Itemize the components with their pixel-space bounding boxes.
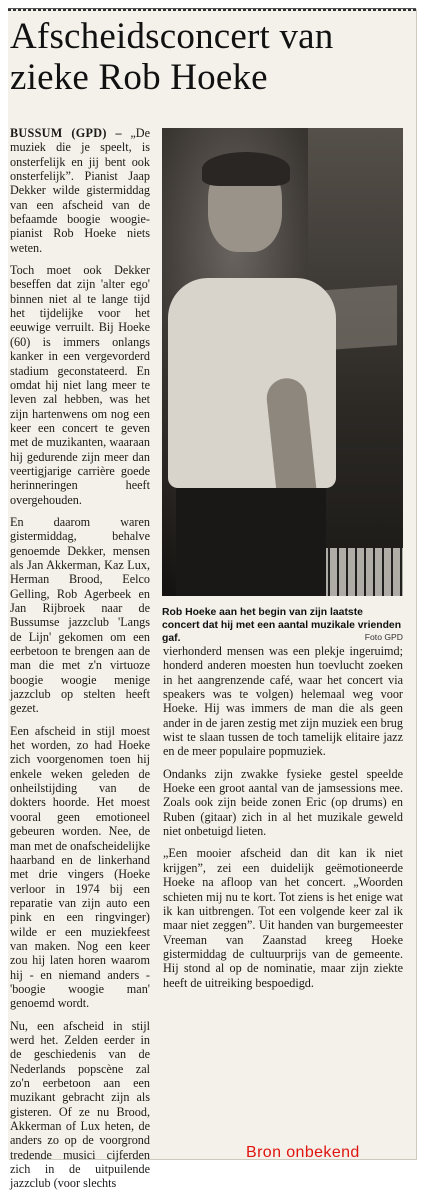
article-paragraph: BUSSUM (GPD) – „De muziek die je speelt, is onsterfelijk en jij bent ook onsterfelijk”. Pianist Jaap Dekker wilde gistermiddag van een afscheid van de befaamde boogie woogie-pianist Rob Hoeke niets weten. <box>10 126 150 255</box>
article-paragraph: Ondanks zijn zwakke fysieke gestel speelde Hoeke een groot aantal van de jamsessions mee. Zoals ook zijn beide zonen Eric (op drums) en Ruben (gitaar) zich in al het muzikale geweld niet onbetuigd lieten. <box>163 766 403 839</box>
headline: Afscheidsconcert van zieke Rob Hoeke <box>10 16 334 98</box>
article-paragraph: Nu, een afscheid in stijl werd het. Zelden eerder in de geschiedenis van de Nederlands popscène zal zo'n eerbetoon aan een muzikant gebracht zijn als gisteren. Of ze nu Brood, Akkerman of Lux heten, de anders zo op de voorgrond tredende musici cijferden zich in de uitpuilende jazzclub (voor slechts <box>10 1018 150 1191</box>
photo-caption: Rob Hoeke aan het begin van zijn laatste concert dat hij met een aantal muzikale vrienden gaf. <box>162 607 402 644</box>
article-paragraph: Toch moet ook Dekker beseffen dat zijn 'alter ego' binnen niet al te lange tijd het tijdelijke voor het eeuwige verruilt. Bij Hoeke (60) is immers onlangs kanker in een vergevorderd stadium geconstateerd. En omdat hij niet lang meer te leven zal hebben, was het zijn hartenwens om nog een keer een concert te geven met de muzikanten, waaraan hij gedurende zijn meer dan veertigjarige carrière goede herinneringen heeft overgehouden. <box>10 263 150 507</box>
article-paragraph: En daarom waren gistermiddag, behalve genoemde Dekker, mensen als Jan Akkerman, Kaz Lux, Herman Brood, Eelco Gelling, Rob Agerbeek en Jan Rijbroek naar de Bussumse jazzclub 'Langs de Lijn' gekomen om een eerbetoon te brengen aan de man die met z'n virtuoze boogie woogie menige jazzclub op stelten heeft gezet. <box>10 514 150 716</box>
dateline: BUSSUM (GPD) – <box>10 126 122 140</box>
concert-photo <box>162 128 403 596</box>
source-label: Bron onbekend <box>246 1144 360 1161</box>
photo-bandana <box>202 152 290 186</box>
article-column-2 <box>163 644 403 1144</box>
article-column-1 <box>10 126 150 1191</box>
article-paragraph: „Een mooier afscheid dan dit kan ik niet krijgen”, zei een duidelijk geëmotioneerde Hoeke na afloop van het concert. „Woorden schieten mij nu te kort. Tot ziens is het enige wat ik kan uitbrengen. Tot een volgende keer zal ik maar niet zeggen”. Uit handen van burgemeester Vreeman van Zaanstad kreeg Hoeke gistermiddag de cultuurprijs van de gemeente. Hij stond al op de nominatie, maar zijn ziekte heeft de uitreiking bespoedigd. <box>163 846 403 990</box>
photo-credit: Foto GPD <box>364 632 403 642</box>
article-paragraph: vierhonderd mensen was een plekje ingeruimd; honderd anderen moesten hun toevlucht zoeken in het aangrenzende café, waar het concert via speakers was te volgen) helemaal weg voor Hoeke. Hij was immers de man die als geen ander in de jaren zestig met zijn muziek een brug wist te slaan tussen de toch tamelijk elitaire jazz en de meer populaire popmuziek. <box>163 644 403 759</box>
article-paragraph: Een afscheid in stijl moest het worden, zo had Hoeke zich voorgenomen toen hij enkele weken geleden de onheilstijding van de dokters hoorde. Het moest vooral geen emotioneel gebeuren worden. Nee, de man met de onafscheidelijke haarband en de linkerhand met drie vingers (Hoeke verloor in 1974 bij een reparatie van zijn auto een pink en een ringvinger) wilde er een muziekfeest van maken. Nog een keer zou hij laten horen waarom hij - en niemand anders - 'boogie woogie man' genoemd wordt. <box>10 723 150 1011</box>
photo-trousers <box>176 488 326 596</box>
